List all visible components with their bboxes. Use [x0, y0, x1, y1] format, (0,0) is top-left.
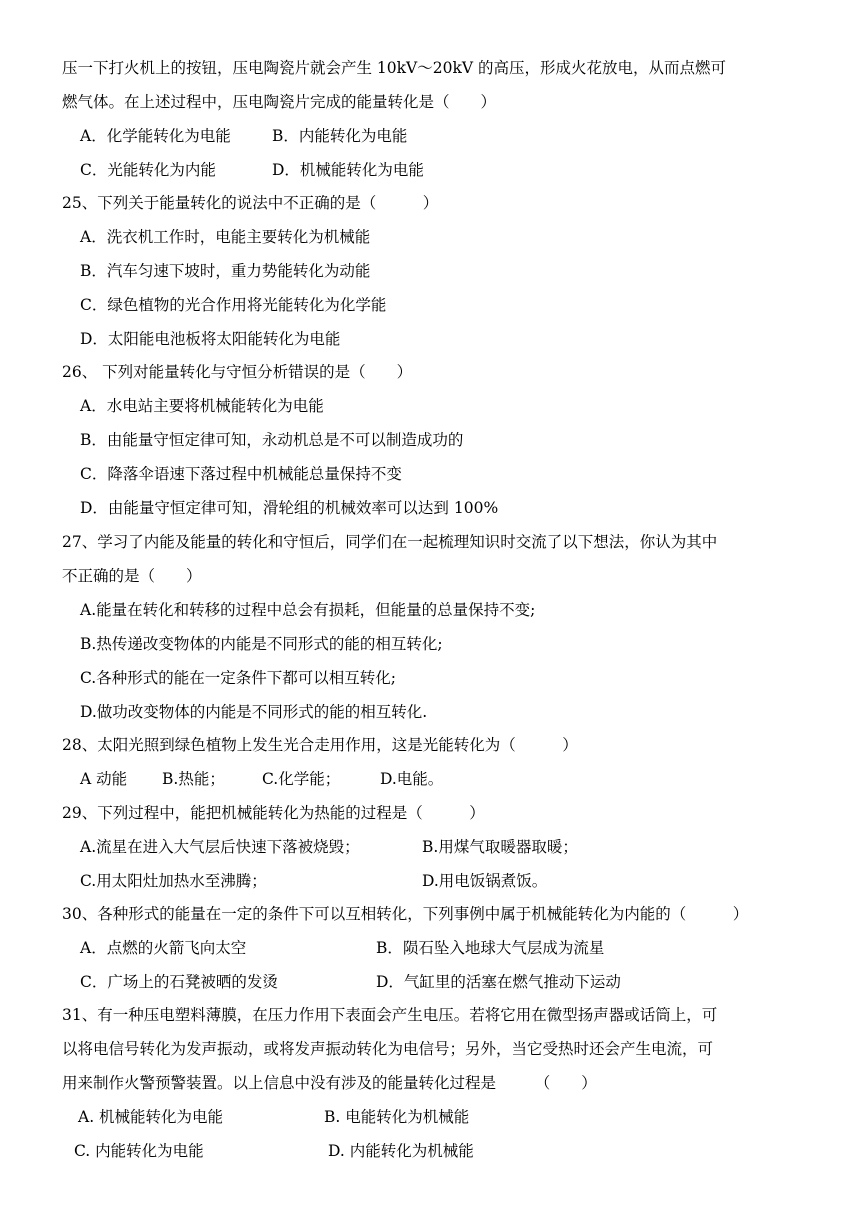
question-24-continuation-line-1: 压一下打火机上的按钮，压电陶瓷片就会产生 10kV～20kV 的高压，形成火花放电，从而点燃可	[62, 59, 726, 77]
question-31-option-b: B. 电能转化为机械能	[324, 1108, 470, 1126]
question-25-stem: 25、下列关于能量转化的说法中不正确的是（ ）	[62, 194, 439, 212]
question-29-option-c: C.用太阳灶加热水至沸腾；	[80, 872, 267, 890]
question-28-option-c: C.化学能；	[262, 770, 341, 788]
question-30-stem: 30、各种形式的能量在一定的条件下可以互相转化，下列事例中属于机械能转化为内能的（ ）	[62, 905, 749, 923]
question-27-stem-line-1: 27、学习了内能及能量的转化和守恒后，同学们在一起梳理知识时交流了以下想法，你认为其中	[62, 533, 718, 551]
question-31-stem-line-2: 以将电信号转化为发声振动，或将发声振动转化为电信号；另外，当它受热时还会产生电流，可	[62, 1040, 714, 1058]
question-27-stem-line-2: 不正确的是（ ）	[62, 567, 202, 585]
question-30-option-a: A．点燃的火箭飞向太空	[80, 939, 247, 957]
question-27-option-d: D.做功改变物体的内能是不同形式的能的相互转化.	[80, 703, 428, 721]
question-31-option-c: C. 内能转化为电能	[74, 1142, 204, 1160]
question-25-option-a: A．洗衣机工作时，电能主要转化为机械能	[80, 228, 371, 246]
question-26-stem: 26、 下列对能量转化与守恒分析错误的是（ ）	[62, 363, 413, 381]
question-24-option-d: D．机械能转化为电能	[272, 161, 424, 179]
question-24-option-a: A．化学能转化为电能	[80, 127, 231, 145]
question-30-option-b: B．陨石坠入地球大气层成为流星	[376, 939, 605, 957]
question-30-option-d: D．气缸里的活塞在燃气推动下运动	[376, 973, 621, 991]
question-28-stem: 28、太阳光照到绿色植物上发生光合走用作用，这是光能转化为（ ）	[62, 736, 578, 754]
question-26-option-d: D．由能量守恒定律可知，滑轮组的机械效率可以达到 100%	[80, 499, 499, 517]
question-31-stem-line-3: 用来制作火警预警装置。以上信息中没有涉及的能量转化过程是 （ ）	[62, 1074, 597, 1092]
question-31-option-a: A. 机械能转化为电能	[78, 1108, 224, 1126]
question-27-option-c: C.各种形式的能在一定条件下都可以相互转化;	[80, 669, 396, 687]
question-29-stem: 29、下列过程中，能把机械能转化为热能的过程是（ ）	[62, 804, 485, 822]
question-29-option-a: A.流星在进入大气层后快速下落被烧毁；	[80, 838, 360, 856]
question-25-option-d: D．太阳能电池板将太阳能转化为电能	[80, 330, 341, 348]
question-25-option-c: C．绿色植物的光合作用将光能转化为化学能	[80, 296, 387, 314]
question-29-option-b: B.用煤气取暖器取暖；	[422, 838, 578, 856]
question-27-option-a: A.能量在转化和转移的过程中总会有损耗，但能量的总量保持不变;	[80, 601, 536, 619]
question-30-option-c: C．广场上的石凳被晒的发烫	[80, 973, 278, 991]
question-27-option-b: B.热传递改变物体的内能是不同形式的能的相互转化;	[80, 635, 443, 653]
question-31-stem-line-1: 31、有一种压电塑料薄膜，在压力作用下表面会产生电压。若将它用在微型扬声器或话筒上，可	[62, 1006, 718, 1024]
question-24-option-b: B．内能转化为电能	[272, 127, 408, 145]
question-28-option-a: A 动能	[80, 770, 128, 788]
question-24-option-c: C．光能转化为内能	[80, 161, 216, 179]
question-31-option-d: D. 内能转化为机械能	[328, 1142, 474, 1160]
question-26-option-b: B．由能量守恒定律可知，永动机总是不可以制造成功的	[80, 431, 464, 449]
question-26-option-c: C．降落伞语速下落过程中机械能总量保持不变	[80, 465, 402, 483]
question-29-option-d: D.用电饭锅煮饭。	[422, 872, 548, 890]
question-24-continuation-line-2: 燃气体。在上述过程中，压电陶瓷片完成的能量转化是（ ）	[62, 93, 497, 111]
question-25-option-b: B．汽车匀速下坡时，重力势能转化为动能	[80, 262, 371, 280]
question-28-option-b: B.热能；	[162, 770, 225, 788]
question-26-option-a: A．水电站主要将机械能转化为电能	[80, 397, 324, 415]
question-28-option-d: D.电能。	[380, 770, 444, 788]
